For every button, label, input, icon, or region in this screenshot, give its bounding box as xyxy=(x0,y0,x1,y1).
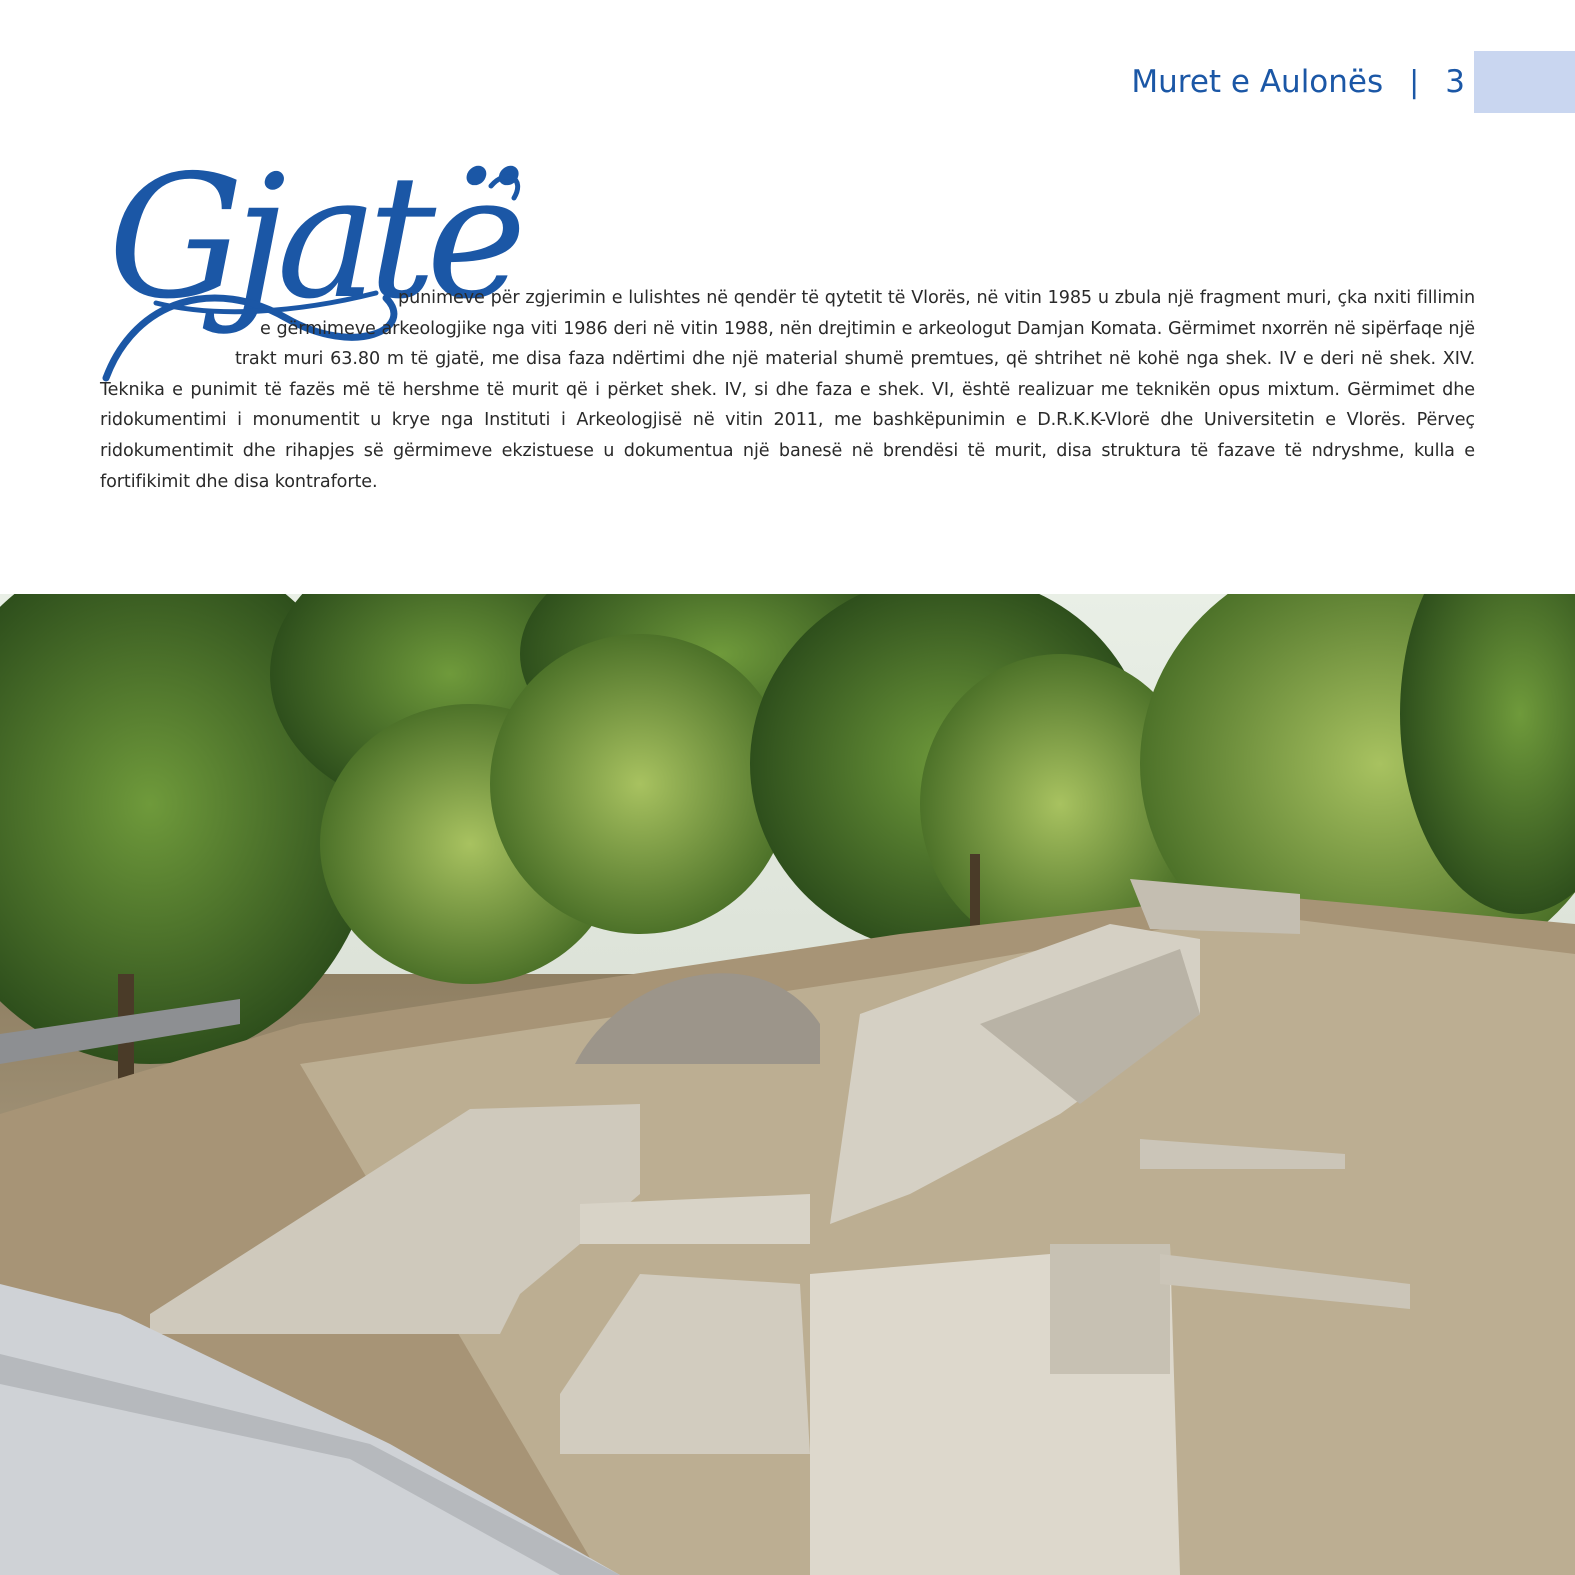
excavation-photo xyxy=(0,594,1575,1575)
body-text: punimeve për zgjerimin e lulishtes në qendër të qytetit të Vlorës, në vitin 1985 u zbula një fragment muri, çka nxiti fillimin e gërmimeve arkeologjike nga viti 1986 deri në vitin 1988, nën drejtimin e arkeologut Damjan Komata. Gërmimet nxorrën në sipërfaqe një trakt muri 63.80 m të gjatë, me disa faza ndërtimi dhe një material shumë premtues, që shtrihet në kohë nga shek. IV e deri në shek. XIV. Teknika e punimit të fazës më të hershme të murit që i përket shek. IV, si dhe faza e shek. VI, është realizuar me teknikën opus mixtum. Gërmimet dhe ridokumentimi i monumentit u krye nga Instituti i Arkeologjisë në vitin 2011, me bashkëpunimin e D.R.K.K-Vlorë dhe Universitetin e Vlorës. Përveç ridokumentimit dhe rihapjes së gërmimeve ekzistuese u dokumentua një banesë në brendësi të murit, disa struktura të fazave të ndryshme, kulla e fortifikimit dhe disa kontraforte. xyxy=(100,288,1475,492)
drop-word-text: Gjatë xyxy=(108,139,517,337)
running-header xyxy=(1131,52,1465,112)
intro-paragraph xyxy=(100,283,1475,497)
header-title: Muret e Aulonës xyxy=(1131,64,1384,100)
page-number: 3 xyxy=(1445,64,1465,100)
page-tab-marker xyxy=(1474,51,1575,113)
header-separator: | xyxy=(1409,64,1420,100)
